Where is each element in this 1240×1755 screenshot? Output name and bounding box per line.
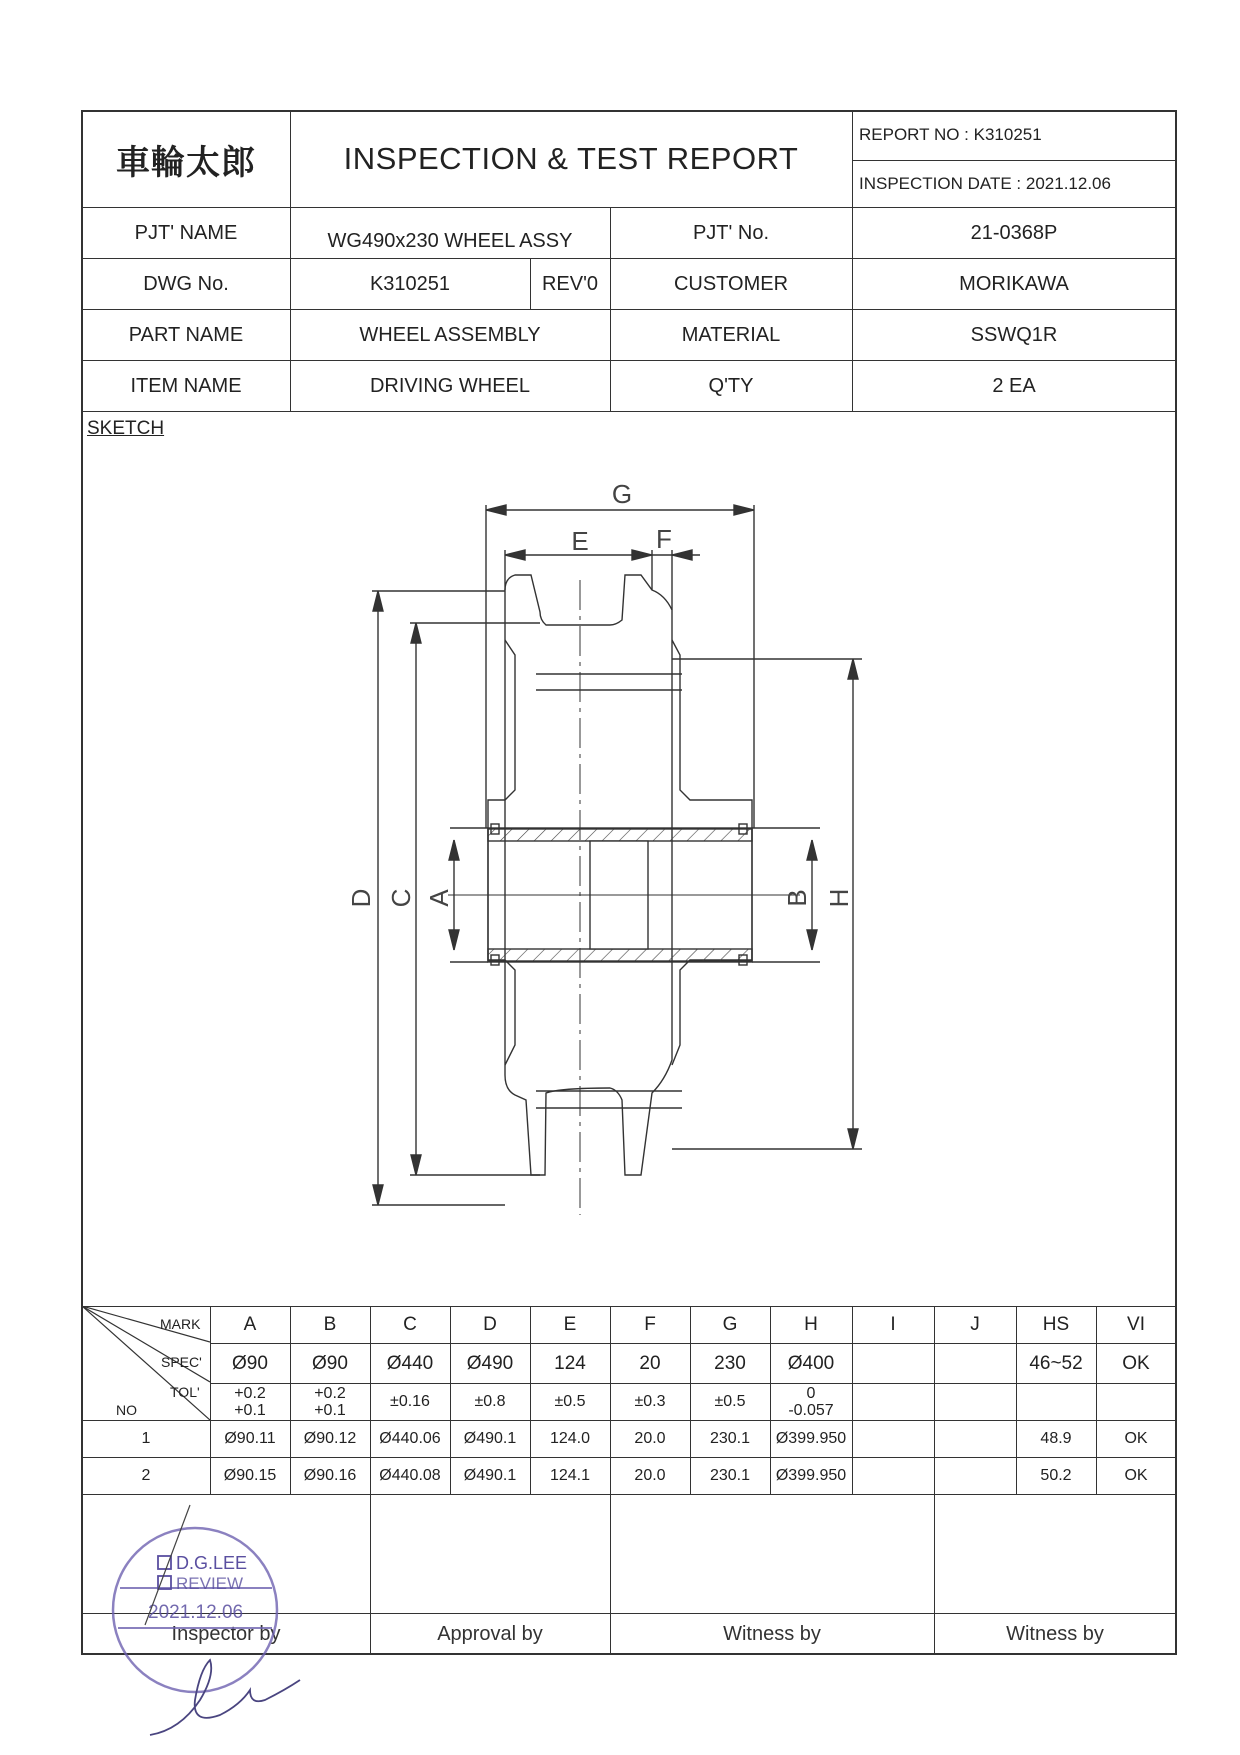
spec-cell: 124	[554, 1352, 586, 1374]
inspector-label: Inspector by	[171, 1622, 281, 1645]
dim-e-label: E	[571, 526, 589, 556]
tol-cell	[1097, 1384, 1175, 1420]
measured-cell	[935, 1458, 1015, 1494]
sketch-label: SKETCH	[87, 418, 165, 439]
spec-cell: OK	[1122, 1352, 1150, 1374]
dim-f-label: F	[656, 524, 672, 554]
measured-cell: OK	[1124, 1467, 1148, 1484]
dim-a-label: A	[424, 889, 454, 907]
measured-cell: Ø90.12	[303, 1430, 357, 1447]
mark-header: E	[563, 1314, 577, 1335]
spec-cell: 230	[714, 1352, 746, 1374]
measured-cell: Ø90.16	[303, 1467, 357, 1484]
spec-cell: Ø90	[312, 1352, 348, 1374]
report-title: INSPECTION & TEST REPORT	[343, 141, 799, 176]
measured-cell: Ø90.11	[224, 1430, 276, 1447]
row-no: 1	[141, 1430, 151, 1447]
pjt-no-value: 21-0368P	[970, 221, 1058, 244]
corner-no: NO	[116, 1402, 137, 1418]
tol-upper: +0.2	[234, 1385, 266, 1402]
measured-cell: OK	[1124, 1430, 1148, 1447]
part-name-value: WHEEL ASSEMBLY	[359, 323, 541, 346]
spec-cell: 46~52	[1029, 1352, 1083, 1374]
tol-cell	[291, 1384, 369, 1420]
qty-value: 2 EA	[992, 374, 1036, 397]
corner-spec: SPEC'	[161, 1354, 202, 1370]
spec-cell	[853, 1344, 933, 1383]
corner-mark: MARK	[160, 1316, 201, 1332]
mark-header: VI	[1127, 1314, 1145, 1335]
mark-header: G	[722, 1314, 738, 1335]
stamp-name: D.G.LEE	[176, 1553, 248, 1573]
item-name-label: ITEM NAME	[130, 374, 242, 397]
tol-lower: +0.1	[234, 1402, 266, 1419]
item-name-value: DRIVING WHEEL	[369, 374, 531, 397]
stamp-review: REVIEW	[176, 1574, 244, 1593]
tol-cell	[853, 1384, 933, 1420]
measured-cell: Ø440.08	[379, 1467, 441, 1484]
tol-cell	[771, 1384, 851, 1420]
qty-label: Q'TY	[708, 374, 754, 397]
mark-header: HS	[1042, 1314, 1070, 1335]
company-logo: 車輪太郎	[116, 142, 256, 183]
witness-label-1: Witness by	[723, 1622, 821, 1645]
measured-cell: Ø90.15	[223, 1467, 277, 1484]
pjt-name-value: WG490x230 WHEEL ASSY	[327, 229, 573, 252]
spec-cell	[935, 1344, 1015, 1383]
tol-cell	[935, 1384, 1015, 1420]
material-value: SSWQ1R	[970, 323, 1058, 346]
measured-cell: Ø440.06	[379, 1430, 441, 1447]
measured-cell	[853, 1458, 933, 1494]
pjt-name-label: PJT' NAME	[134, 221, 238, 244]
witness-label-2: Witness by	[1006, 1622, 1104, 1645]
tol-cell: ±0.5	[554, 1393, 586, 1410]
measured-cell: Ø399.950	[775, 1430, 847, 1447]
tol-lower: +0.1	[314, 1402, 346, 1419]
pjt-no-label: PJT' No.	[692, 221, 770, 244]
inspector-stamp	[100, 1500, 330, 1745]
dwg-no-value: K310251	[369, 272, 451, 295]
tol-lower: -0.057	[788, 1402, 834, 1419]
report-number: REPORT NO : K310251	[859, 125, 1042, 144]
revision: REV'0	[541, 272, 599, 295]
inspection-date: INSPECTION DATE : 2021.12.06	[859, 174, 1111, 193]
measured-cell: 230.1	[709, 1467, 751, 1484]
mark-header: B	[323, 1314, 337, 1335]
measured-cell: 50.2	[1040, 1467, 1072, 1484]
stamp-date: 2021.12.06	[148, 1602, 244, 1623]
measured-cell: 230.1	[709, 1430, 751, 1447]
measured-cell	[935, 1421, 1015, 1457]
spec-cell: Ø490	[466, 1352, 514, 1374]
row-no: 2	[141, 1467, 151, 1484]
measured-cell: Ø490.1	[463, 1467, 517, 1484]
material-label: MATERIAL	[681, 323, 781, 346]
measured-cell: 20.0	[634, 1430, 666, 1447]
measured-cell: 124.0	[549, 1430, 591, 1447]
approval-label: Approval by	[437, 1622, 543, 1645]
tol-cell: ±0.5	[714, 1393, 746, 1410]
dim-h-label: H	[824, 888, 854, 908]
dim-g-label: G	[611, 479, 633, 509]
measured-cell: 20.0	[634, 1467, 666, 1484]
customer-label: CUSTOMER	[673, 272, 789, 295]
mark-header: H	[804, 1314, 818, 1335]
mark-header: C	[403, 1314, 417, 1335]
measured-cell	[853, 1421, 933, 1457]
spec-cell: Ø440	[386, 1352, 434, 1374]
corner-tol: TOL'	[170, 1384, 200, 1400]
mark-header: J	[970, 1314, 980, 1335]
customer-value: MORIKAWA	[959, 272, 1069, 295]
measured-cell: 124.1	[549, 1467, 591, 1484]
tol-cell: ±0.8	[474, 1393, 506, 1410]
spec-cell: Ø90	[232, 1352, 268, 1374]
tol-cell: ±0.3	[634, 1393, 666, 1410]
part-name-label: PART NAME	[128, 323, 244, 346]
dim-d-label: D	[346, 888, 376, 908]
mark-header: F	[644, 1314, 656, 1335]
spec-cell: 20	[639, 1352, 661, 1374]
dwg-no-label: DWG No.	[143, 272, 229, 295]
tol-cell: ±0.16	[390, 1393, 430, 1410]
tol-cell	[1017, 1384, 1095, 1420]
mark-header: I	[890, 1314, 896, 1335]
mark-header: D	[483, 1314, 497, 1335]
tol-upper: 0	[806, 1385, 816, 1402]
tol-cell	[211, 1384, 289, 1420]
spec-cell: Ø400	[787, 1352, 835, 1374]
measured-cell: 48.9	[1040, 1430, 1072, 1447]
dim-c-label: C	[386, 888, 416, 908]
mark-header: A	[243, 1314, 257, 1335]
tol-upper: +0.2	[314, 1385, 346, 1402]
dim-b-label: B	[782, 889, 812, 907]
measured-cell: Ø399.950	[775, 1467, 847, 1484]
measured-cell: Ø490.1	[463, 1430, 517, 1447]
